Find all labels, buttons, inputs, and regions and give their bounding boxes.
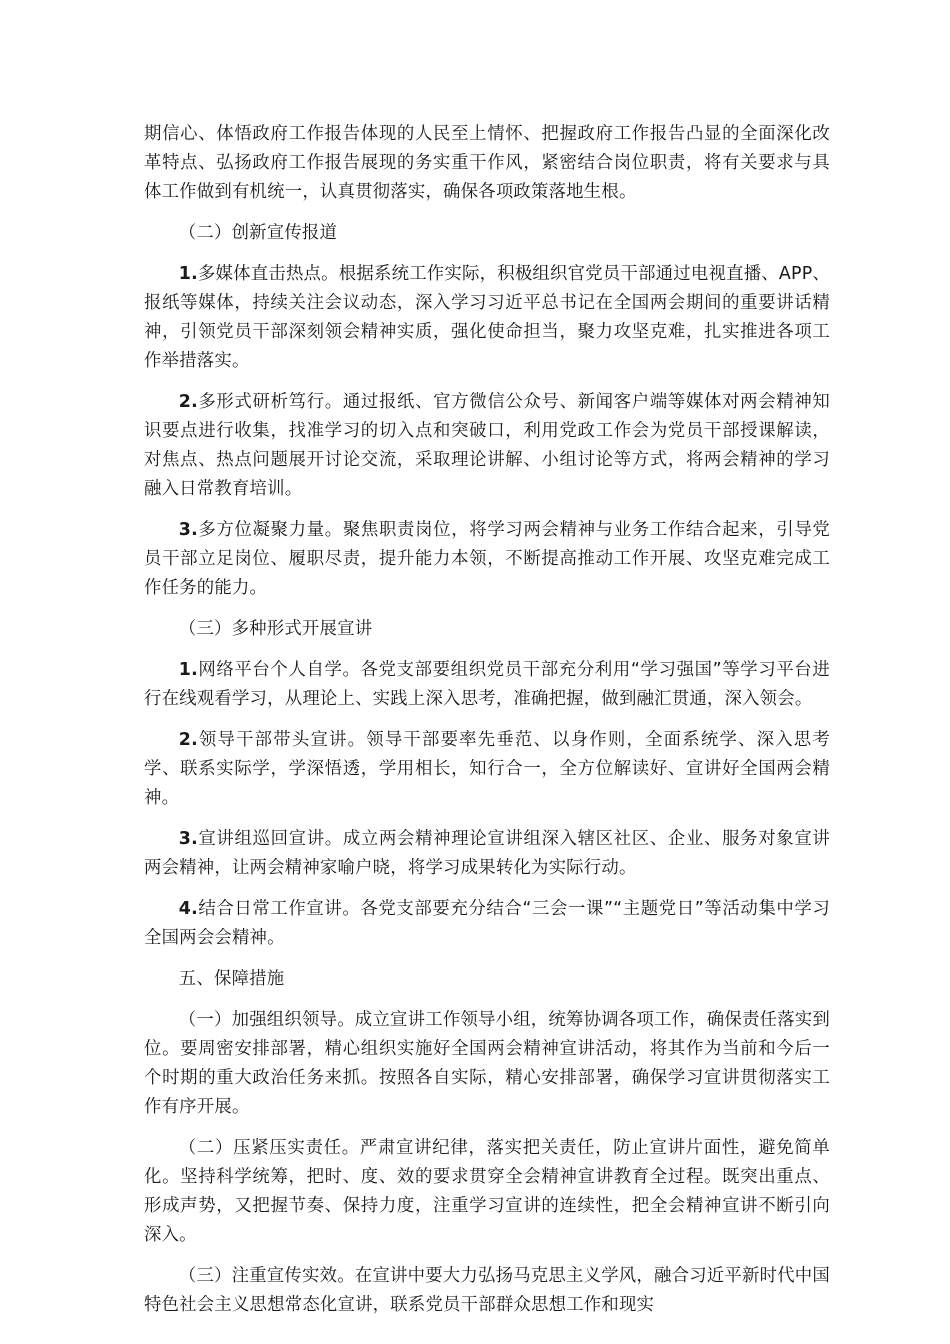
paragraph-text: 网络平台个人自学。各党支部要组织党员干部充分利用“学习强国”等学习平台进行在线观看学习，从理论上、实践上深入思考，准确把握，做到融汇贯通，深入领会。 <box>144 660 830 709</box>
paragraph-text: 多媒体直击热点。根据系统工作实际，积极组织官党员干部通过电视直播、APP、报纸等媒体，持续关注会议动态，深入学习习近平总书记在全国两会期间的重要讲话精神，引领党员干部深刻领会精神实质，强化使命担当，聚力攻坚克难，扎实推进各项工作举措落实。 <box>144 264 830 371</box>
section-heading-innovate-publicity: （二）创新宣传报道 <box>178 223 338 243</box>
paragraph-effectiveness: （三）注重宣传实效。在宣讲中要大力弘扬马克思主义学风，融合习近平新时代中国特色社会主义思想常态化宣讲，联系党员干部群众思想工作和现实 <box>144 1266 830 1315</box>
document-page <box>144 120 830 1332</box>
paragraph-text: 多方位凝聚力量。聚焦职责岗位，将学习两会精神与业务工作结合起来，引导党员干部立足岗位、履职尽责，提升能力本领，不断提高推动工作开展、攻坚克难完成工作任务的能力。 <box>144 520 830 598</box>
paragraph-multimedia <box>144 260 830 376</box>
paragraph-continuation: 期信心、体悟政府工作报告体现的人民至上情怀、把握政府工作报告凸显的全面深化改革特点、弘扬政府工作报告展现的务实重干作风，紧密结合岗位职责，将有关要求与具体工作做到有机统一，认真贯彻落实，确保各项政策落地生根。 <box>144 124 830 202</box>
paragraph-text: 多形式研析笃行。通过报纸、官方微信公众号、新闻客户端等媒体对两会精神知识要点进行收集，找准学习的切入点和突破口，利用党政工作会为党员干部授课解读，对焦点、热点问题展开讨论交流，采取理论讲解、小组讨论等方式，将两会精神的学习融入日常教育培训。 <box>144 392 830 499</box>
item-number: 1. <box>178 660 198 680</box>
item-number: 3. <box>178 829 198 849</box>
paragraph-organization-leadership: （一）加强组织领导。成立宣讲工作领导小组，统筹协调各项工作，确保责任落实到位。要周密安排部署，精心组织实施好全国两会精神宣讲活动，将其作为当前和今后一个时期的重大政治任务来抓。按照各自实际，精心安排部署，确保学习宣讲贯彻落实工作有序开展。 <box>144 1010 830 1117</box>
paragraph-leaders-lecture <box>144 726 830 813</box>
paragraph-multiform <box>144 388 830 504</box>
paragraph-text: 宣讲组巡回宣讲。成立两会精神理论宣讲组深入辖区社区、企业、服务对象宣讲两会精神，让两会精神家喻户晓，将学习成果转化为实际行动。 <box>144 829 830 878</box>
item-number: 2. <box>178 392 198 412</box>
paragraph-daily-work-lecture <box>144 895 830 953</box>
paragraph-multidirection <box>144 516 830 603</box>
section-heading-lectures: （三）多种形式开展宣讲 <box>178 619 373 639</box>
item-number: 2. <box>178 730 198 750</box>
paragraph-text: 结合日常工作宣讲。各党支部要充分结合“三会一课”“主题党日”等活动集中学习全国两会会精神。 <box>144 899 830 948</box>
item-number: 1. <box>178 264 198 284</box>
item-number: 4. <box>178 899 198 919</box>
paragraph-online-self-study <box>144 656 830 714</box>
item-number: 3. <box>178 520 198 540</box>
paragraph-text: 领导干部带头宣讲。领导干部要率先垂范、以身作则，全面系统学、深入思考学、联系实际学，学深悟透，学用相长，知行合一，全方位解读好、宣讲好全国两会精神。 <box>144 730 830 808</box>
section-heading-safeguards: 五、保障措施 <box>178 969 285 989</box>
paragraph-responsibility: （二）压紧压实责任。严肃宣讲纪律，落实把关责任，防止宣讲片面性，避免简单化。坚持科学统筹，把时、度、效的要求贯穿全会精神宣讲教育全过程。既突出重点、形成声势，又把握节奏、保持力度，注重学习宣讲的连续性，把全会精神宣讲不断引向深入。 <box>144 1138 830 1245</box>
paragraph-touring-lecture <box>144 825 830 883</box>
